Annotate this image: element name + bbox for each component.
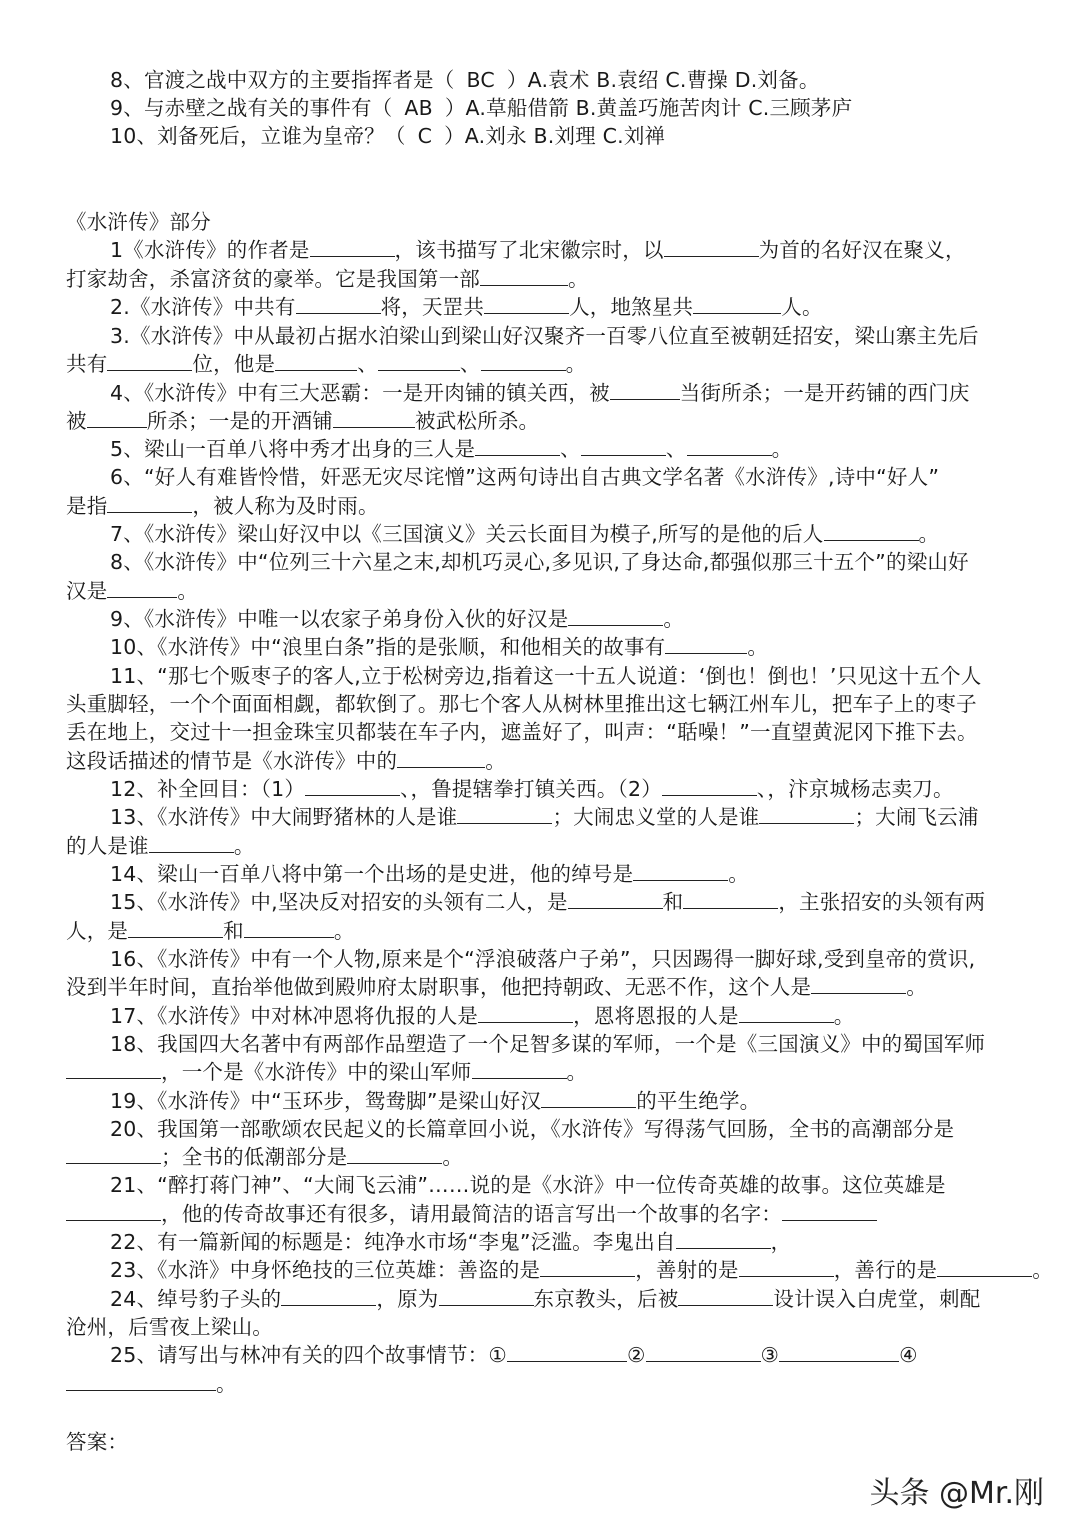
question-24: 24、绰号豹子头的 ，原为 东京教头，后被 设计误入白虎堂，刺配 — [110, 1287, 981, 1311]
answer-blank — [937, 1258, 1032, 1277]
question-15: 15、《水浒传》中,坚决反对招安的头领有二人，是 和 ，主张招安的头领有两 — [110, 890, 986, 914]
question-15-cont: 人，是 和 。 — [66, 919, 355, 943]
answer-blank — [824, 522, 919, 541]
answer-blank — [244, 919, 334, 938]
answer-blank — [296, 295, 381, 314]
answer-blank — [811, 975, 906, 994]
question-20-cont: ；全书的低潮部分是 。 — [66, 1143, 1080, 1172]
question-7: 7、《水浒传》梁山好汉中以《三国演义》关云长面目为模子,所写的是他的后人 。 — [110, 522, 940, 546]
question-24-cont: 沧州，后雪夜上梁山。 — [66, 1315, 273, 1339]
answer-blank — [662, 777, 757, 796]
answer-blank — [310, 238, 395, 257]
answer-blank — [66, 1060, 161, 1079]
answer-blank — [665, 635, 747, 654]
question-17: 17、《水浒传》中对林冲恩将仇报的人是 ，恩将恩报的人是 。 — [110, 1004, 855, 1028]
answer-blank — [664, 238, 759, 257]
question-13-cont: 的人是谁 。 — [66, 834, 255, 858]
question-3: 3.《水浒传》中从最初占据水泊梁山到梁山好汉聚齐一百零八位直至被朝廷招安，梁山寨主先后 — [110, 324, 979, 348]
question-2: 2.《水浒传》中共有 将，天罡共 人，地煞星共 人。 — [110, 295, 823, 319]
answer-blank — [107, 494, 192, 513]
question-16: 16、《水浒传》中有一个人物,原来是个“浮浪破落户子弟”，只因踢得一脚好球,受到皇帝的赏识, — [110, 947, 976, 971]
answer-blank — [782, 1202, 877, 1221]
question-1: 1《水浒传》的作者是 ，该书描写了北宋徽宗时，以 为首的名好汉在聚义， — [110, 238, 966, 262]
answer-blank — [305, 777, 400, 796]
question-8-cont: 汉是 。 — [66, 579, 199, 603]
question-9: 9、《水浒传》中唯一以农家子弟身份入伙的好汉是 。 — [110, 607, 685, 631]
answer-blank — [66, 1372, 216, 1391]
answer-blank — [683, 890, 778, 909]
question-6: 6、“好人有难皆怜惜，奸恶无灾尽诧憎”这两句诗出自古典文学名著《水浒传》,诗中“好人” — [110, 465, 940, 489]
answer-blank — [739, 1258, 834, 1277]
question-4: 4、《水浒传》中有三大恶霸：一是开肉铺的镇关西，被 当街所杀；一是开药铺的西门庆 — [110, 381, 970, 405]
answer-blank — [281, 1287, 376, 1306]
question-25: 25、请写出与林冲有关的四个故事情节：① ② ③ ④ — [110, 1343, 918, 1367]
section-heading: 《水浒传》部分 — [66, 210, 211, 234]
question-4-cont: 被 所杀；一是的开酒铺 被武松所杀。 — [66, 409, 540, 433]
question-14: 14、梁山一百单八将中第一个出场的是史进，他的绰号是 。 — [110, 862, 749, 886]
question-6-cont: 是指 ，被人称为及时雨。 — [66, 494, 379, 518]
answer-blank — [678, 1287, 773, 1306]
answer-mark: AB — [404, 96, 433, 120]
sanguo-q8: 8、官渡之战中双方的主要指挥者是（ BC ）A.袁术 B.袁绍 C.曹操 D.刘备。 — [110, 66, 1080, 95]
answer-blank — [66, 1202, 161, 1221]
answer-blank — [107, 352, 192, 371]
answer-blank — [693, 295, 781, 314]
answer-blank — [378, 352, 460, 371]
answer-mark: BC — [466, 68, 495, 92]
question-11-line2: 头重脚轻，一个个面面相觑，都软倒了。那七个客人从树林里推出这七辆江州车儿，把车子上的枣子 — [66, 692, 977, 716]
answer-blank — [107, 579, 177, 598]
answer-blank — [478, 1004, 573, 1023]
answer-blank — [149, 834, 234, 853]
answer-blank — [439, 1287, 534, 1306]
question-19: 19、《水浒传》中“玉环步，鸳鸯脚”是梁山好汉 的平生绝学。 — [110, 1089, 761, 1113]
sanguo-q9: 9、与赤壁之战有关的事件有（ AB ）A.草船借箭 B.黄盖巧施苦肉计 C.三顾茅庐 — [110, 94, 1080, 123]
question-21: 21、“醉打蒋门神”、“大闹飞云浦”……说的是《水浒》中一位传奇英雄的故事。这位英雄是 — [110, 1173, 946, 1197]
question-3-cont: 共有 位，他是 、 、 。 — [66, 352, 587, 376]
question-20: 20、我国第一部歌颂农民起义的长篇章回小说，《水浒传》写得荡气回肠，全书的高潮部分是 — [110, 1117, 955, 1141]
question-18: 18、我国四大名著中有两部作品塑造了一个足智多谋的军师，一个是《三国演义》中的蜀国军师 — [110, 1032, 986, 1056]
question-16-cont: 没到半年时间，直抬举他做到殿帅府太尉职事，他把持朝政、无恶不作，这个人是 。 — [66, 975, 927, 999]
answer-blank — [481, 352, 566, 371]
answer-label: 答案： — [66, 1430, 129, 1454]
question-1-cont: 打家劫舍，杀富济贫的豪举。它是我国第一部 。 — [66, 267, 589, 291]
answer-blank — [676, 1230, 771, 1249]
answer-blank — [480, 267, 568, 286]
question-25-cont: 。 — [66, 1370, 1080, 1399]
question-10: 10、《水浒传》中“浪里白条”指的是张顺，和他相关的故事有 。 — [110, 635, 769, 659]
answer-blank — [475, 437, 560, 456]
answer-blank — [739, 1004, 834, 1023]
answer-blank — [779, 1343, 899, 1362]
sanguo-q10: 10、刘备死后，立谁为皇帝？（ C ）A.刘永 B.刘理 C.刘禅 — [110, 122, 1080, 151]
answer-blank — [633, 862, 728, 881]
answer-blank — [333, 409, 415, 428]
question-8: 8、《水浒传》中“位列三十六星之末,却机巧灵心,多见识,了身达命,都强似那三十五个”的梁山好 — [110, 550, 969, 574]
answer-blank — [472, 1060, 567, 1079]
question-5: 5、梁山一百单八将中秀才出身的三人是 、 、 。 — [110, 437, 793, 461]
question-11-line4: 这段话描述的情节是《水浒传》中的 。 — [66, 749, 506, 773]
answer-blank — [457, 805, 552, 824]
question-11-line3: 丢在地上，交过十一担金珠宝贝都装在车子内，遮盖好了，叫声：“聒噪！”一直望黄泥冈下推下去。 — [66, 720, 978, 744]
answer-mark: C — [417, 124, 433, 148]
answer-blank — [540, 1258, 635, 1277]
answer-blank — [128, 919, 223, 938]
answer-blank — [275, 352, 357, 371]
question-23: 23、《水浒》中身怀绝技的三位英雄：善盗的是 ，善射的是 ，善行的是 。 — [110, 1258, 1053, 1282]
question-11: 11、“那七个贩枣子的客人,立于松树旁边,指着这一十五人说道：‘倒也！倒也！’只见这十五个人 — [110, 664, 982, 688]
answer-blank — [87, 409, 147, 428]
answer-blank — [610, 381, 680, 400]
answer-blank — [581, 437, 666, 456]
question-18-cont: ，一个是《水浒传》中的梁山军师 。 — [66, 1058, 1080, 1087]
answer-blank — [66, 1145, 161, 1164]
question-13: 13、《水浒传》中大闹野猪林的人是谁 ；大闹忠义堂的人是谁 ；大闹飞云浦 — [110, 805, 979, 829]
answer-blank — [568, 607, 663, 626]
answer-blank — [397, 749, 485, 768]
answer-blank — [507, 1343, 627, 1362]
question-12: 12、补全回目：（1） 、，鲁提辖拳打镇关西。（2） 、，汴京城杨志卖刀。 — [110, 777, 954, 801]
answer-blank — [687, 437, 772, 456]
question-22: 22、有一篇新闻的标题是：纯净水市场“李鬼”泛滥。李鬼出自 ， — [110, 1230, 792, 1254]
answer-blank — [347, 1145, 442, 1164]
answer-blank — [484, 295, 569, 314]
answer-blank — [541, 1089, 636, 1108]
answer-blank — [646, 1343, 761, 1362]
answer-blank — [568, 890, 663, 909]
question-21-cont: ，他的传奇故事还有很多，请用最简洁的语言写出一个故事的名字： — [66, 1200, 1080, 1229]
watermark: 头条 @Mr.刚 — [869, 1476, 1044, 1511]
answer-blank — [759, 805, 854, 824]
